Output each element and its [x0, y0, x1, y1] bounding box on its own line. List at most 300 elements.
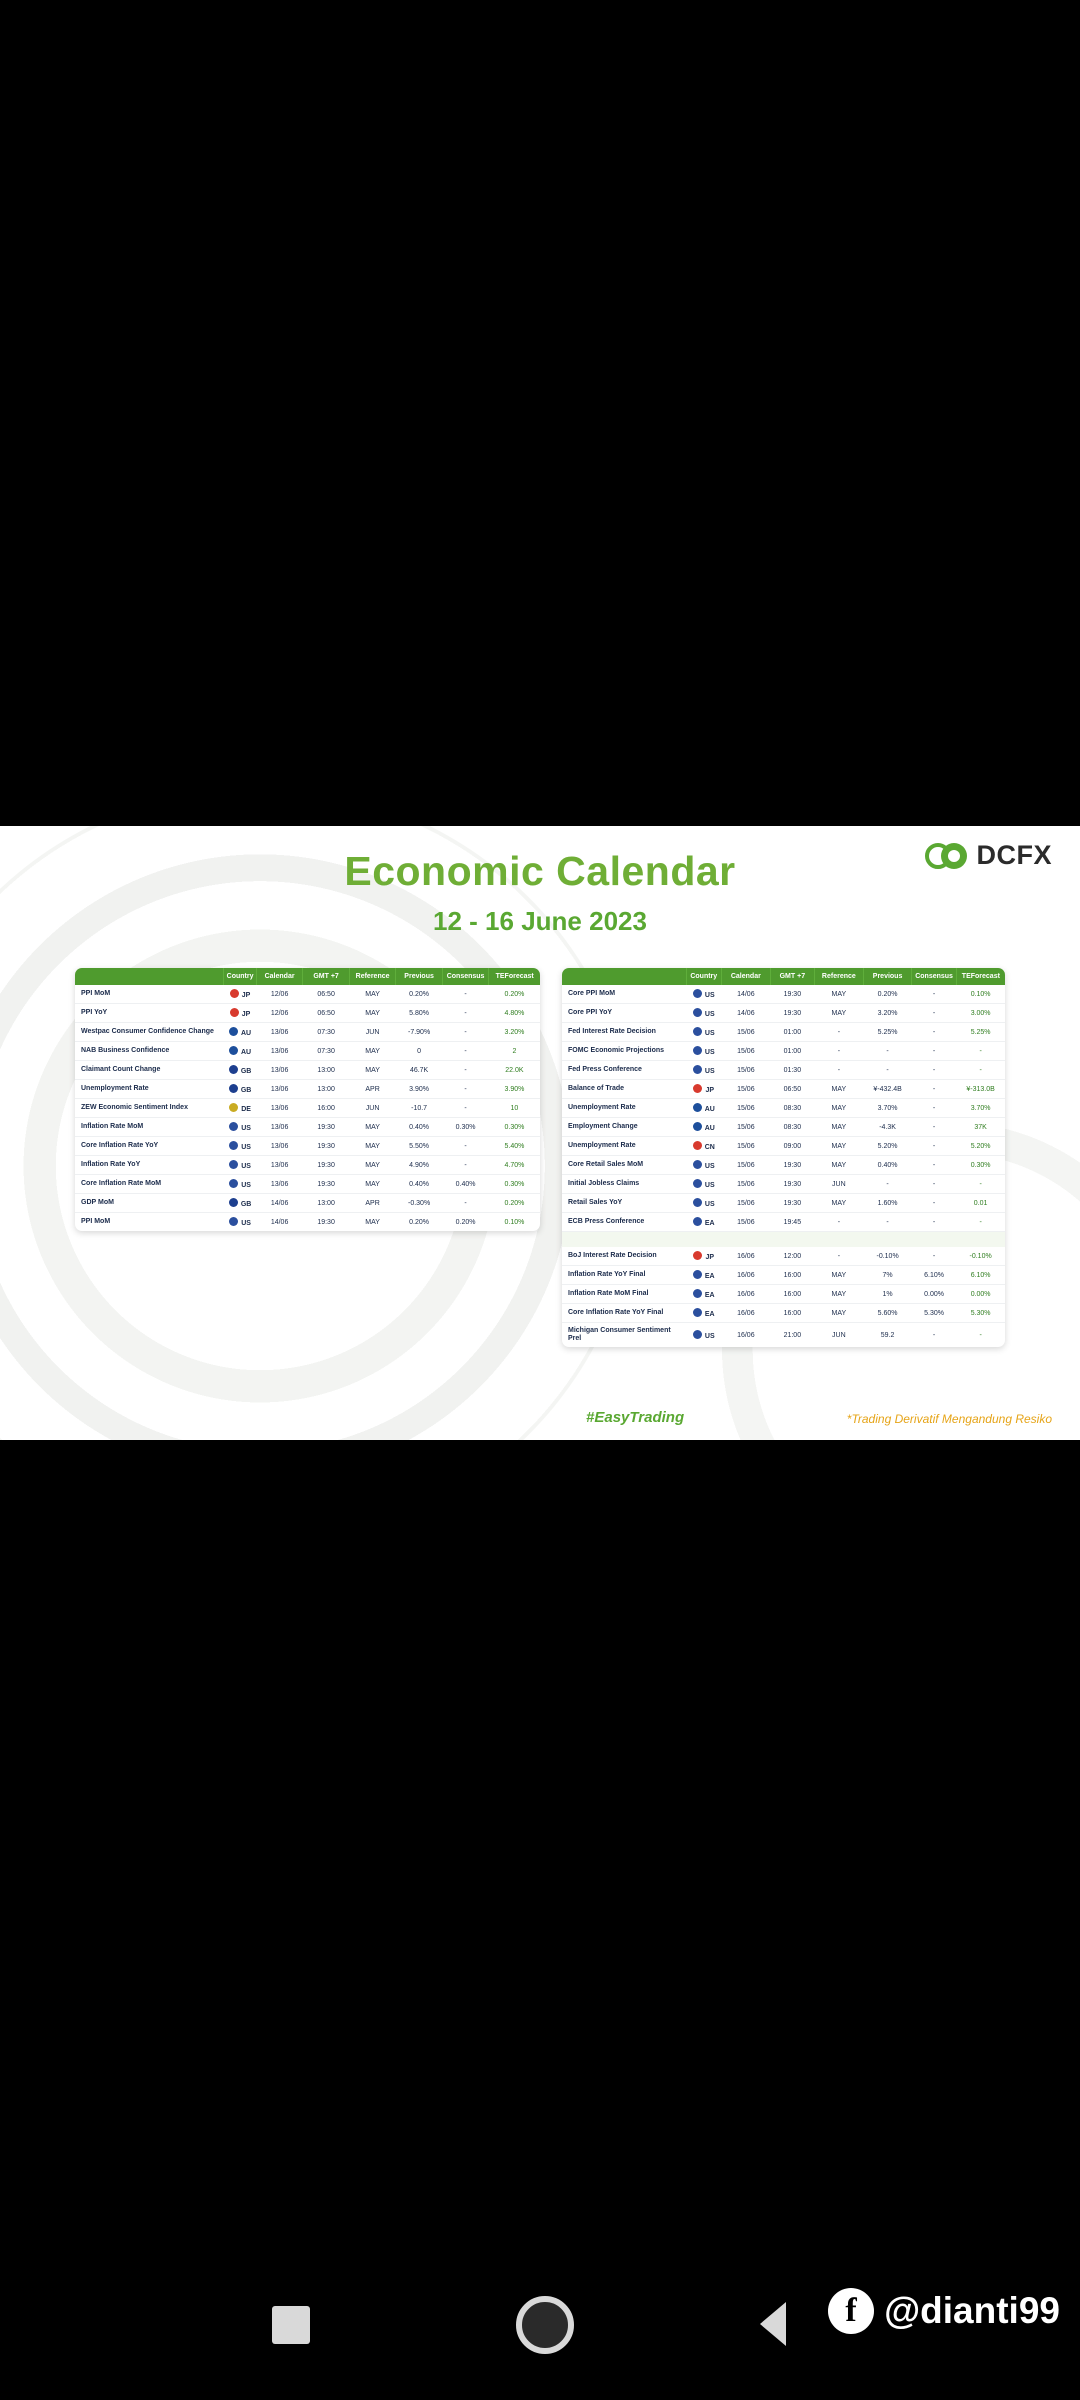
cell-time: 19:30	[303, 1175, 350, 1194]
country-flag-icon	[229, 1160, 238, 1169]
circle-icon[interactable]	[516, 2296, 574, 2354]
cell-country: US	[686, 1023, 721, 1042]
country-flag-icon	[693, 1179, 702, 1188]
table-row	[562, 1080, 1005, 1099]
table-gap	[562, 1232, 1005, 1248]
country-flag-icon	[693, 1103, 702, 1112]
cell-teforecast: 2	[489, 1042, 540, 1061]
cell-calendar: 13/06	[256, 1175, 303, 1194]
table-row	[562, 1137, 1005, 1156]
cell-consensus: -	[442, 1004, 489, 1023]
country-flag-icon	[693, 1065, 702, 1074]
country-flag-icon	[693, 1270, 702, 1279]
cell-calendar: 13/06	[256, 1023, 303, 1042]
cell-consensus: -	[912, 1137, 956, 1156]
square-icon[interactable]	[272, 2306, 310, 2344]
cell-country: JP	[224, 985, 257, 1004]
cell-time: 19:30	[303, 1137, 350, 1156]
header-country: Country	[686, 968, 721, 985]
cell-event: Fed Press Conference	[562, 1061, 686, 1080]
cell-calendar: 15/06	[721, 1061, 770, 1080]
header-gmt: GMT +7	[770, 968, 814, 985]
cell-calendar: 16/06	[721, 1266, 770, 1285]
footer-hashtag: #EasyTrading	[586, 1409, 685, 1426]
cell-time: 12:00	[770, 1247, 814, 1266]
cell-previous: 59.2	[880, 1331, 895, 1339]
cell-reference: MAY	[815, 1004, 864, 1023]
cell-event: PPI MoM	[75, 985, 224, 1004]
cell-teforecast: 0.01	[956, 1194, 1005, 1213]
cell-time: 19:30	[303, 1156, 350, 1175]
cell-country: CN	[686, 1137, 721, 1156]
cell-event: Unemployment Rate	[562, 1137, 686, 1156]
cell-previous: -4.3K	[863, 1118, 912, 1137]
cell-previous: 5.80%	[396, 1004, 443, 1023]
country-flag-icon	[229, 1084, 238, 1093]
cell-reference: -	[815, 1213, 864, 1232]
country-flag-icon	[693, 1330, 702, 1339]
country-flag-icon	[693, 1289, 702, 1298]
cell-teforecast: ¥-313.0B	[956, 1080, 1005, 1099]
cell-teforecast: 0.10%	[504, 1218, 525, 1226]
cell-country: US	[224, 1118, 257, 1137]
cell-previous: 7%	[863, 1266, 912, 1285]
cell-event: Balance of Trade	[562, 1080, 686, 1099]
table-row	[75, 1099, 540, 1118]
cell-consensus: -	[442, 1042, 489, 1061]
cell-teforecast: 5.40%	[489, 1137, 540, 1156]
cell-calendar: 16/06	[721, 1247, 770, 1266]
cell-teforecast: 0.30%	[489, 1118, 540, 1137]
country-flag-icon	[229, 1103, 238, 1112]
table-row	[562, 1099, 1005, 1118]
cell-previous: -	[863, 1213, 912, 1232]
cell-event: Claimant Count Change	[75, 1061, 224, 1080]
table-row	[75, 1175, 540, 1194]
cell-reference: -	[815, 1061, 864, 1080]
table-row	[562, 1323, 1005, 1348]
cell-consensus: -	[912, 1194, 956, 1213]
cell-previous: -	[863, 1175, 912, 1194]
cell-country: GB	[224, 1194, 257, 1213]
cell-consensus: 0.00%	[912, 1285, 956, 1304]
cell-reference: MAY	[815, 985, 864, 1004]
cell-event: Core Inflation Rate YoY	[75, 1137, 224, 1156]
android-navigation-bar	[0, 2250, 1080, 2400]
cell-previous: -7.90%	[396, 1023, 443, 1042]
cell-time: 07:30	[303, 1042, 350, 1061]
country-flag-icon	[229, 1198, 238, 1207]
cell-consensus: -	[912, 1004, 956, 1023]
cell-calendar: 15/06	[721, 1080, 770, 1099]
cell-teforecast: 3.70%	[956, 1099, 1005, 1118]
cell-time: 08:30	[770, 1118, 814, 1137]
cell-country: US	[224, 1137, 257, 1156]
calendar-table-left	[75, 968, 540, 1231]
cell-consensus: -	[912, 1175, 956, 1194]
header-country: Country	[224, 968, 257, 985]
page-title: Economic Calendar	[344, 848, 736, 894]
cell-event: Core PPI YoY	[562, 1004, 686, 1023]
cell-reference: MAY	[815, 1099, 864, 1118]
header-reference: Reference	[349, 968, 396, 985]
cell-time: 19:30	[770, 1004, 814, 1023]
cell-teforecast: 3.00%	[956, 1004, 1005, 1023]
header-teforecast: TEForecast	[489, 968, 540, 985]
cell-country: AU	[686, 1099, 721, 1118]
cell-previous: 0.20%	[409, 1218, 430, 1226]
table-row	[562, 1042, 1005, 1061]
triangle-back-icon[interactable]	[760, 2302, 786, 2346]
cell-calendar: 16/06	[737, 1331, 755, 1339]
cell-reference: -	[815, 1042, 864, 1061]
cell-event: Employment Change	[562, 1118, 686, 1137]
cell-previous: 0.40%	[396, 1175, 443, 1194]
cell-time: 13:00	[303, 1194, 350, 1213]
cell-teforecast: 3.20%	[489, 1023, 540, 1042]
cell-reference: MAY	[815, 1156, 864, 1175]
cell-calendar: 13/06	[256, 1156, 303, 1175]
cell-time: 16:00	[770, 1266, 814, 1285]
cell-consensus: -	[912, 1156, 956, 1175]
cell-country: AU	[224, 1042, 257, 1061]
table-row	[75, 1118, 540, 1137]
cell-reference: MAY	[349, 1137, 396, 1156]
cell-country: EA	[686, 1285, 721, 1304]
cell-reference: MAY	[349, 1061, 396, 1080]
cell-teforecast: 5.30%	[956, 1304, 1005, 1323]
cell-event: PPI YoY	[75, 1004, 224, 1023]
cell-reference: MAY	[815, 1304, 864, 1323]
cell-event: FOMC Economic Projections	[562, 1042, 686, 1061]
cell-teforecast: 6.10%	[956, 1266, 1005, 1285]
table-row	[562, 1156, 1005, 1175]
cell-reference: MAY	[349, 1156, 396, 1175]
cell-consensus: -	[442, 1137, 489, 1156]
cell-event: Westpac Consumer Confidence Change	[75, 1023, 224, 1042]
cell-calendar: 15/06	[721, 1175, 770, 1194]
cell-event: Retail Sales YoY	[562, 1194, 686, 1213]
cell-calendar: 13/06	[256, 1118, 303, 1137]
table-row	[562, 1061, 1005, 1080]
cell-country: JP	[224, 1004, 257, 1023]
header-previous: Previous	[863, 968, 912, 985]
cell-previous: 5.50%	[396, 1137, 443, 1156]
cell-country: US	[686, 1323, 721, 1348]
cell-calendar: 13/06	[256, 1099, 303, 1118]
table-row	[562, 1004, 1005, 1023]
cell-teforecast: 0.20%	[489, 985, 540, 1004]
cell-consensus: -	[442, 985, 489, 1004]
cell-teforecast: -	[979, 1331, 982, 1339]
cell-country: GB	[224, 1061, 257, 1080]
cell-calendar: 16/06	[721, 1285, 770, 1304]
country-flag-icon	[693, 1217, 702, 1226]
country-flag-icon	[230, 1008, 239, 1017]
cell-previous: 3.70%	[863, 1099, 912, 1118]
cell-reference: -	[815, 1023, 864, 1042]
cell-reference: APR	[349, 1080, 396, 1099]
cell-country: GB	[224, 1080, 257, 1099]
watermark	[828, 2288, 1060, 2334]
cell-time: 01:30	[770, 1061, 814, 1080]
cell-consensus: -	[442, 1099, 489, 1118]
cell-reference: MAY	[349, 1175, 396, 1194]
cell-reference: MAY	[349, 1042, 396, 1061]
header-event	[562, 968, 686, 985]
cell-time: 19:30	[317, 1218, 335, 1226]
footer-disclaimer: *Trading Derivatif Mengandung Resiko	[846, 1412, 1052, 1426]
cell-event: ZEW Economic Sentiment Index	[75, 1099, 224, 1118]
cell-teforecast: 37K	[956, 1118, 1005, 1137]
cell-event: GDP MoM	[75, 1194, 224, 1213]
table-header-row	[562, 968, 1005, 985]
cell-calendar: 12/06	[256, 985, 303, 1004]
cell-teforecast: -	[956, 1213, 1005, 1232]
cell-consensus: -	[442, 1061, 489, 1080]
cell-calendar: 15/06	[721, 1118, 770, 1137]
country-flag-icon	[693, 1008, 702, 1017]
cell-consensus: -	[442, 1194, 489, 1213]
cell-calendar: 15/06	[721, 1099, 770, 1118]
page-subtitle: 12 - 16 June 2023	[433, 906, 647, 936]
header-reference: Reference	[815, 968, 864, 985]
cell-reference: MAY	[815, 1266, 864, 1285]
country-flag-icon	[229, 1122, 238, 1131]
watermark-handle: @dianti99	[884, 2290, 1060, 2331]
cell-time: 08:30	[770, 1099, 814, 1118]
table-row	[75, 1137, 540, 1156]
cell-time: 06:50	[303, 1004, 350, 1023]
table-row	[562, 985, 1005, 1004]
facebook-icon: f	[828, 2288, 874, 2334]
cell-country: EA	[686, 1304, 721, 1323]
cell-calendar: 15/06	[721, 1194, 770, 1213]
table-header-row	[75, 968, 540, 985]
cell-previous: 5.20%	[863, 1137, 912, 1156]
cell-consensus: -	[932, 1331, 936, 1339]
header-event	[75, 968, 224, 985]
table-row	[75, 1080, 540, 1099]
cell-consensus: -	[912, 1247, 956, 1266]
country-flag-icon	[230, 989, 239, 998]
cell-time: 07:30	[303, 1023, 350, 1042]
cell-calendar: 14/06	[256, 1194, 303, 1213]
cell-reference: JUN	[832, 1331, 846, 1339]
cell-consensus: 6.10%	[912, 1266, 956, 1285]
cell-calendar: 13/06	[256, 1137, 303, 1156]
cell-reference: MAY	[349, 1004, 396, 1023]
table-row	[75, 1213, 540, 1232]
cell-consensus: -	[912, 1061, 956, 1080]
header-consensus: Consensus	[442, 968, 489, 985]
table-row	[562, 1213, 1005, 1232]
country-flag-icon	[229, 1065, 238, 1074]
cell-previous: 46.7K	[396, 1061, 443, 1080]
table-row	[562, 1175, 1005, 1194]
cell-country: US	[686, 1004, 721, 1023]
country-flag-icon	[693, 1141, 702, 1150]
brand-name: DCFX	[976, 840, 1052, 870]
cell-event: Unemployment Rate	[562, 1099, 686, 1118]
cell-previous: 5.60%	[863, 1304, 912, 1323]
cell-teforecast: 4.70%	[489, 1156, 540, 1175]
cell-country: AU	[686, 1118, 721, 1137]
cell-country: DE	[224, 1099, 257, 1118]
country-flag-icon	[693, 1122, 702, 1131]
cell-teforecast: 0.30%	[956, 1156, 1005, 1175]
cell-calendar: 13/06	[256, 1080, 303, 1099]
header-consensus: Consensus	[912, 968, 956, 985]
cell-previous: 0.40%	[396, 1118, 443, 1137]
cell-previous: 0.20%	[396, 985, 443, 1004]
table-row	[75, 985, 540, 1004]
header-gmt: GMT +7	[303, 968, 350, 985]
country-flag-icon	[693, 1027, 702, 1036]
country-flag-icon	[693, 1160, 702, 1169]
cell-previous: 0.20%	[863, 985, 912, 1004]
cell-event: Inflation Rate YoY Final	[562, 1266, 686, 1285]
cell-country: EA	[686, 1266, 721, 1285]
table-row	[75, 1156, 540, 1175]
cell-event: Initial Jobless Claims	[562, 1175, 686, 1194]
cell-country: US	[224, 1156, 257, 1175]
cell-country: US	[686, 1042, 721, 1061]
cell-previous: -0.30%	[396, 1194, 443, 1213]
header-previous: Previous	[396, 968, 443, 985]
cell-country: US	[686, 1194, 721, 1213]
economic-calendar-poster	[0, 826, 1080, 1440]
country-flag-icon	[693, 1198, 702, 1207]
cell-country: US	[686, 985, 721, 1004]
cell-reference: MAY	[349, 1118, 396, 1137]
cell-time: 09:00	[770, 1137, 814, 1156]
cell-event: ECB Press Conference	[562, 1213, 686, 1232]
cell-calendar: 15/06	[721, 1213, 770, 1232]
cell-consensus: 0.30%	[442, 1118, 489, 1137]
cell-reference: JUN	[349, 1023, 396, 1042]
cell-consensus: 0.20%	[455, 1218, 476, 1226]
cell-country: JP	[686, 1080, 721, 1099]
table-row	[75, 1004, 540, 1023]
cell-time: 16:00	[303, 1099, 350, 1118]
country-flag-icon	[693, 1308, 702, 1317]
cell-teforecast: 22.0K	[489, 1061, 540, 1080]
cell-teforecast: 0.30%	[489, 1175, 540, 1194]
cell-time: 19:30	[770, 1156, 814, 1175]
cell-teforecast: 0.10%	[956, 985, 1005, 1004]
cell-reference: MAY	[815, 1285, 864, 1304]
cell-event: NAB Business Confidence	[75, 1042, 224, 1061]
cell-event: Inflation Rate MoM Final	[562, 1285, 686, 1304]
cell-consensus: -	[912, 1023, 956, 1042]
cell-calendar: 13/06	[256, 1061, 303, 1080]
cell-calendar: 15/06	[721, 1023, 770, 1042]
country-flag-icon	[693, 1084, 702, 1093]
cell-event: Inflation Rate MoM	[75, 1118, 224, 1137]
cell-time: 13:00	[303, 1061, 350, 1080]
header-teforecast: TEForecast	[956, 968, 1005, 985]
cell-country: US	[224, 1175, 257, 1194]
cell-reference: JUN	[815, 1175, 864, 1194]
cell-previous: -	[863, 1061, 912, 1080]
country-flag-icon	[229, 1141, 238, 1150]
cell-reference: APR	[349, 1194, 396, 1213]
header-calendar: Calendar	[721, 968, 770, 985]
cell-previous: 1.60%	[863, 1194, 912, 1213]
cell-event: Inflation Rate YoY	[75, 1156, 224, 1175]
table-row	[75, 1042, 540, 1061]
country-flag-icon	[229, 1217, 238, 1226]
country-flag-icon	[693, 989, 702, 998]
cell-country: US	[686, 1156, 721, 1175]
cell-consensus: 5.30%	[912, 1304, 956, 1323]
table-row	[562, 1247, 1005, 1266]
cell-time: 19:30	[770, 1194, 814, 1213]
cell-reference: MAY	[815, 1137, 864, 1156]
cell-time: 19:45	[770, 1213, 814, 1232]
table-row	[75, 1061, 540, 1080]
country-flag-icon	[229, 1046, 238, 1055]
cell-time: 13:00	[303, 1080, 350, 1099]
cell-previous: ¥-432.4B	[863, 1080, 912, 1099]
cell-country: US	[686, 1061, 721, 1080]
cell-previous: 5.25%	[863, 1023, 912, 1042]
country-flag-icon	[693, 1251, 702, 1260]
header-calendar: Calendar	[256, 968, 303, 985]
cell-teforecast: 4.80%	[489, 1004, 540, 1023]
cell-calendar: 15/06	[721, 1042, 770, 1061]
cell-consensus: -	[912, 1099, 956, 1118]
cell-previous: -0.10%	[863, 1247, 912, 1266]
cell-time: 06:50	[770, 1080, 814, 1099]
cell-consensus: -	[912, 1213, 956, 1232]
cell-teforecast: -	[956, 1042, 1005, 1061]
cell-time: 01:00	[770, 1042, 814, 1061]
cell-consensus: -	[442, 1023, 489, 1042]
cell-country: JP	[686, 1247, 721, 1266]
cell-teforecast: 5.25%	[956, 1023, 1005, 1042]
cell-event: Core Inflation Rate MoM	[75, 1175, 224, 1194]
cell-consensus: -	[912, 1080, 956, 1099]
cell-teforecast: -	[956, 1175, 1005, 1194]
calendar-table-right	[562, 968, 1005, 1347]
cell-consensus: -	[442, 1080, 489, 1099]
cell-consensus: -	[912, 1042, 956, 1061]
cell-calendar: 15/06	[721, 1156, 770, 1175]
cell-country: US	[224, 1213, 257, 1232]
cell-time: 21:00	[783, 1331, 802, 1339]
cell-previous: 3.90%	[396, 1080, 443, 1099]
cell-teforecast: 0.20%	[489, 1194, 540, 1213]
cell-previous: -	[863, 1042, 912, 1061]
cell-time: 19:30	[770, 985, 814, 1004]
cell-calendar: 12/06	[256, 1004, 303, 1023]
table-row	[562, 1266, 1005, 1285]
cell-country: EA	[686, 1213, 721, 1232]
cell-previous: -10.7	[396, 1099, 443, 1118]
table-row	[75, 1023, 540, 1042]
cell-reference: -	[815, 1247, 864, 1266]
cell-previous: 0	[396, 1042, 443, 1061]
cell-event: Core PPI MoM	[562, 985, 686, 1004]
cell-time: 16:00	[770, 1304, 814, 1323]
cell-time: 06:50	[303, 985, 350, 1004]
country-flag-icon	[693, 1046, 702, 1055]
cell-reference: MAY	[815, 1080, 864, 1099]
cell-teforecast: 3.90%	[489, 1080, 540, 1099]
cell-time: 16:00	[770, 1285, 814, 1304]
